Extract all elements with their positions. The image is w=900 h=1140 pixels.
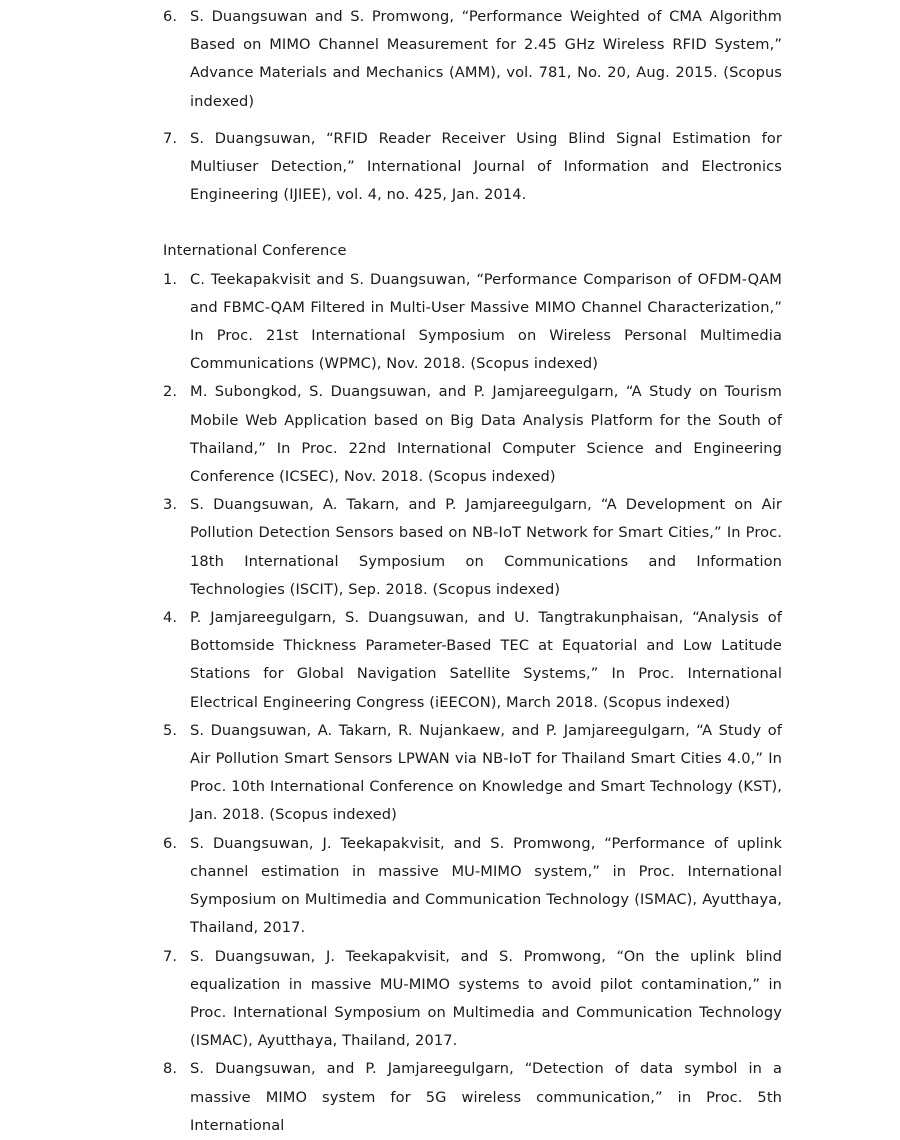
conference-item-3 xyxy=(163,491,782,604)
journal-item-7 xyxy=(163,125,782,210)
journal-item-6 xyxy=(163,3,782,116)
item-number: 8. xyxy=(163,1060,178,1078)
item-text: C. Teekapakvisit and S. Duangsuwan, “Performance Comparison of OFDM-QAM and FBMC-QAM Filtered in Multi-User Massive MIMO Channel Characterization,” In Proc. 21st International Symposium on Wireless Personal Multimedia Communications (WPMC), Nov. 2018. (Scopus indexed) xyxy=(190,270,782,373)
item-number: 7. xyxy=(163,947,178,965)
item-text: M. Subongkod, S. Duangsuwan, and P. Jamjareegulgarn, “A Study on Tourism Mobile Web Application based on Big Data Analysis Platform for the South of Thailand,” In Proc. 22nd International Computer Science and Engineering Conference (ICSEC), Nov. 2018. (Scopus indexed) xyxy=(190,383,782,486)
item-text: S. Duangsuwan, A. Takarn, and P. Jamjareegulgarn, “A Development on Air Pollution Detection Sensors based on NB-IoT Network for Smart Cities,” In Proc. 18th International Symposium on Communications and Information Technologies (ISCIT), Sep. 2018. (Scopus indexed) xyxy=(190,496,782,598)
conference-item-6 xyxy=(163,830,782,943)
item-text: S. Duangsuwan, J. Teekapakvisit, and S. Promwong, “On the uplink blind equalization in massive MU-MIMO systems to avoid pilot contamination,” in Proc. International Symposium on Multimedia and Communication Technology (ISMAC), Ayutthaya, Thailand, 2017. xyxy=(190,947,782,1050)
conference-item-8 xyxy=(163,1055,782,1140)
item-text: S. Duangsuwan and S. Promwong, “Performance Weighted of CMA Algorithm Based on MIMO Channel Measurement for 2.45 GHz Wireless RFID System,” Advance Materials and Mechanics (AMM), vol. 781, No. 20, Aug. 2015. (Scopus indexed) xyxy=(190,8,782,110)
item-number: 7. xyxy=(163,129,178,147)
conference-item-2 xyxy=(163,378,782,491)
conference-item-4 xyxy=(163,604,782,717)
item-number: 6. xyxy=(163,8,178,25)
item-number: 4. xyxy=(163,609,178,627)
item-number: 2. xyxy=(163,383,178,401)
item-number: 6. xyxy=(163,834,178,852)
item-text: S. Duangsuwan, J. Teekapakvisit, and S. Promwong, “Performance of uplink channel estimation in massive MU-MIMO system,” in Proc. International Symposium on Multimedia and Communication Technology (ISMAC), Ayutthaya, Thailand, 2017. xyxy=(190,834,782,937)
item-text: S. Duangsuwan, A. Takarn, R. Nujankaew, and P. Jamjareegulgarn, “A Study of Air Pollution Smart Sensors LPWAN via NB-IoT for Thailand Smart Cities 4.0,” In Proc. 10th International Conference on Knowledge and Smart Technology (KST), Jan. 2018. (Scopus indexed) xyxy=(190,721,782,824)
item-text: P. Jamjareegulgarn, S. Duangsuwan, and U. Tangtrakunphaisan, “Analysis of Bottomside Thickness Parameter-Based TEC at Equatorial and Low Latitude Stations for Global Navigation Satellite Systems,” In Proc. International Electrical Engineering Congress (iEECON), March 2018. (Scopus indexed) xyxy=(190,609,782,711)
item-number: 5. xyxy=(163,721,178,739)
section-heading: International Conference xyxy=(163,242,347,260)
conference-item-5 xyxy=(163,717,782,830)
item-number: 3. xyxy=(163,496,178,514)
item-text: S. Duangsuwan, “RFID Reader Receiver Using Blind Signal Estimation for Multiuser Detection,” International Journal of Information and Electronics Engineering (IJIEE), vol. 4, no. 425, Jan. 2014. xyxy=(190,129,782,204)
document-page xyxy=(163,3,782,1140)
item-text: S. Duangsuwan, and P. Jamjareegulgarn, “Detection of data symbol in a massive MIMO system for 5G wireless communication,” in Proc. 5th International xyxy=(190,1060,782,1134)
conference-item-1 xyxy=(163,266,782,379)
conference-item-7 xyxy=(163,943,782,1056)
item-number: 1. xyxy=(163,270,178,288)
